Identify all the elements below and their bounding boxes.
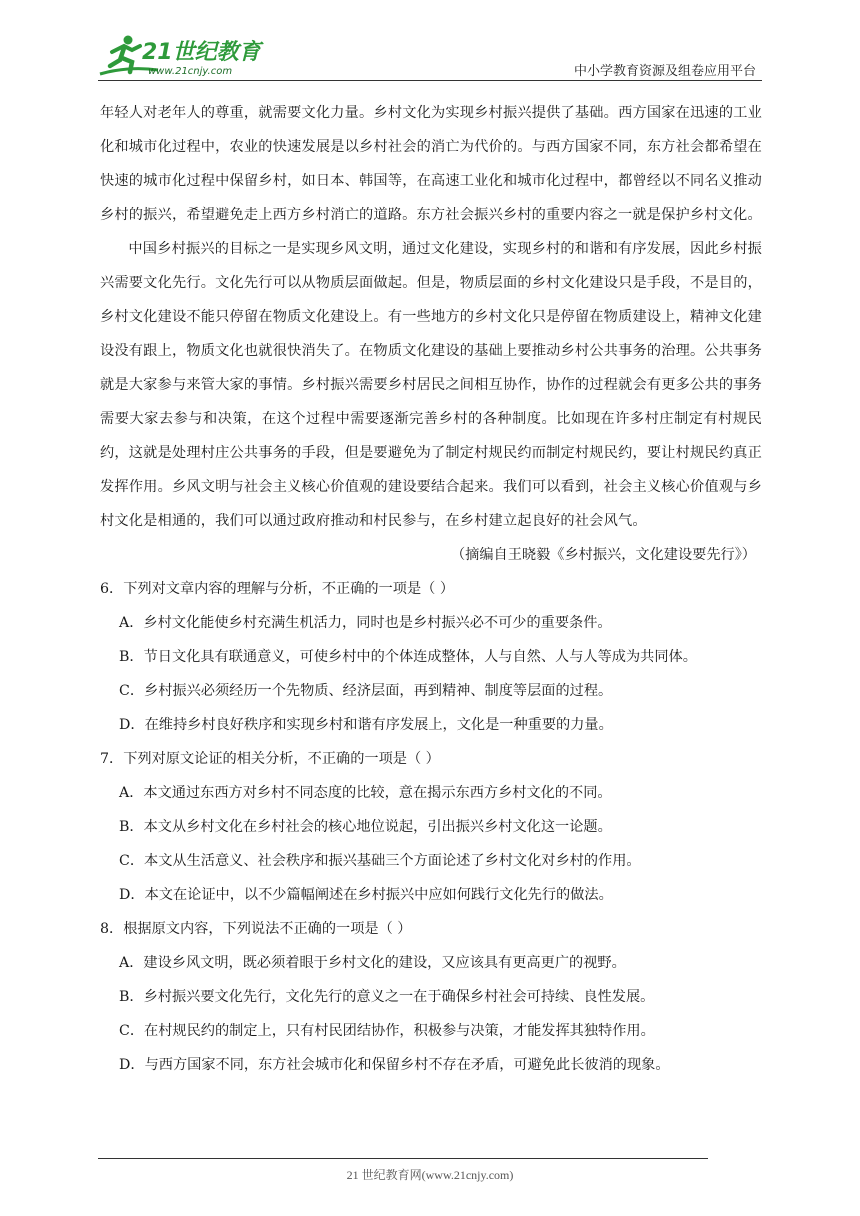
question-stem: 8．根据原文内容，下列说法不正确的一项是（ ） [100,921,412,937]
option-d: D．本文在论证中，以不少篇幅阐述在乡村振兴中应如何践行文化先行的做法。 [119,887,613,903]
logo [98,32,268,80]
source-citation: （摘编自王晓毅《乡村振兴，文化建设要先行》） [450,547,756,563]
footer-text: 21 世纪教育网(www.21cnjy.com) [346,1168,514,1182]
option-a: A．本文通过东西方对乡村不同态度的比较，意在揭示东西方乡村文化的不同。 [119,785,612,801]
option-c: C．乡村振兴必须经历一个先物质、经济层面，再到精神、制度等层面的过程。 [119,683,613,699]
option-d: D．与西方国家不同，东方社会城市化和保留乡村不存在矛盾，可避免此长彼消的现象。 [119,1057,670,1073]
option-b: B．本文从乡村文化在乡村社会的核心地位说起，引出振兴乡村文化这一论题。 [119,819,612,835]
option-c: C．在村规民约的制定上，只有村民团结协作，积极参与决策，才能发挥其独特作用。 [119,1023,655,1039]
header-platform-name: 中小学教育资源及组卷应用平台 [573,64,756,79]
question-stem: 7．下列对原文论证的相关分析，不正确的一项是（ ） [100,751,440,767]
option-c: C．本文从生活意义、社会秩序和振兴基础三个方面论述了乡村文化对乡村的作用。 [119,853,641,869]
logo-wordmark: 21世纪教育 [142,40,261,65]
paragraph-2: 中国乡村振兴的目标之一是实现乡风文明，通过文化建设，实现乡村的和谐和有序发展，因此乡村振兴需要文化先行。文化先行可以从物质层面做起。但是，物质层面的乡村文化建设只是手段，不是目的，乡村文化建设不能只停留在物质文化建设上。有一些地方的乡村文化只是停留在物质建设上，精神文化建设没有跟上，物质文化也就很快消失了。在物质文化建设的基础上要推动乡村公共事务的治理。公共事务就是大家参与来管大家的事情。乡村振兴需要乡村居民之间相互协作，协作的过程就会有更多公共的事务需要大家去参与和决策，在这个过程中需要逐渐完善乡村的各种制度。比如现在许多村庄制定有村规民约，这就是处理村庄公共事务的手段，但是要避免为了制定村规民约而制定村规民约，要让村规民约真正发挥作用。乡风文明与社会主义核心价值观的建设要结合起来。我们可以看到，社会主义核心价值观与乡村文化是相通的，我们可以通过政府推动和村民参与，在乡村建立起良好的社会风气。 [100,241,762,529]
document-body [100,96,762,1082]
footer-divider [98,1158,708,1159]
option-a: A．乡村文化能使乡村充满生机活力，同时也是乡村振兴必不可少的重要条件。 [119,615,612,631]
question-6 [100,572,762,742]
header-divider [98,80,762,81]
option-d: D．在维持乡村良好秩序和实现乡村和谐有序发展上，文化是一种重要的力量。 [119,717,613,733]
logo-url: www.21cnjy.com [148,66,233,77]
option-a: A．建设乡风文明，既必须着眼于乡村文化的建设，又应该具有更高更广的视野。 [119,955,626,971]
question-stem: 6．下列对文章内容的理解与分析，不正确的一项是（ ） [100,581,455,597]
option-b: B．节日文化具有联通意义，可使乡村中的个体连成整体，人与自然、人与人等成为共同体。 [119,649,697,665]
question-7 [100,742,762,912]
option-b: B．乡村振兴要文化先行，文化先行的意义之一在于确保乡村社会可持续、良性发展。 [119,989,655,1005]
page-header [98,30,762,82]
paragraph-1: 年轻人对老年人的尊重，就需要文化力量。乡村文化为实现乡村振兴提供了基础。西方国家在迅速的工业化和城市化过程中，农业的快速发展是以乡村社会的消亡为代价的。与西方国家不同，东方社会都希望在快速的城市化过程中保留乡村，如日本、韩国等，在高速工业化和城市化过程中，都曾经以不同名义推动乡村的振兴，希望避免走上西方乡村消亡的道路。东方社会振兴乡村的重要内容之一就是保护乡村文化。 [100,105,762,223]
question-8 [100,912,762,1082]
